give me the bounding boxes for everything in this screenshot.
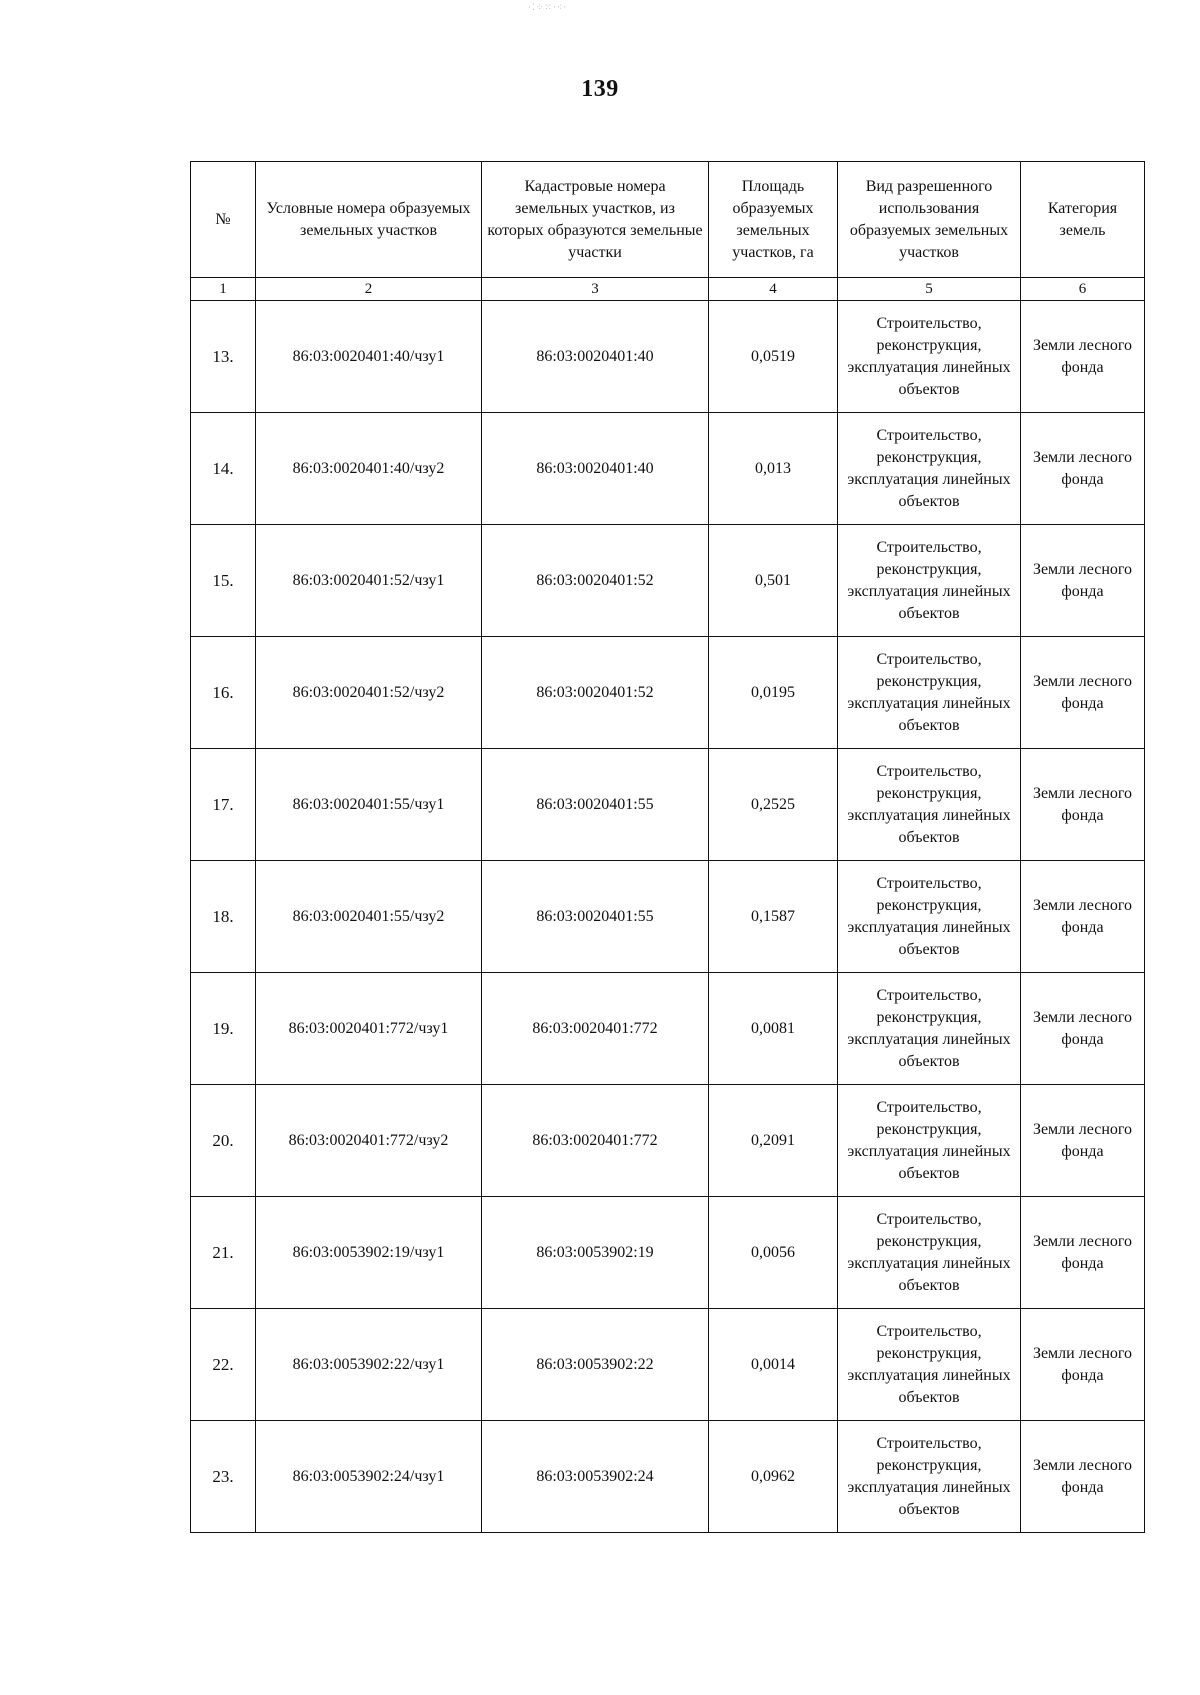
land-plots-table bbox=[190, 161, 1145, 1533]
cell-area: 0,013 bbox=[709, 413, 838, 525]
cell-number: 17. bbox=[191, 749, 256, 861]
column-number: 3 bbox=[482, 278, 709, 301]
cell-land-category: Земли лесного фонда bbox=[1021, 525, 1145, 637]
cell-number: 14. bbox=[191, 413, 256, 525]
cell-number: 21. bbox=[191, 1197, 256, 1309]
cell-area: 0,0014 bbox=[709, 1309, 838, 1421]
cell-land-category: Земли лесного фонда bbox=[1021, 301, 1145, 413]
cell-number: 18. bbox=[191, 861, 256, 973]
page-number: 139 bbox=[581, 76, 619, 102]
cell-permitted-use: Строительство, реконструкция, эксплуатация линейных объектов bbox=[838, 861, 1021, 973]
scan-artifact: ·⁚⁘⁙·⁖· bbox=[528, 2, 568, 12]
cell-cadastral-number: 86:03:0020401:55 bbox=[482, 749, 709, 861]
cell-area: 0,501 bbox=[709, 525, 838, 637]
table-header-row bbox=[191, 162, 1145, 278]
cell-land-category: Земли лесного фонда bbox=[1021, 637, 1145, 749]
cell-area: 0,0962 bbox=[709, 1421, 838, 1533]
cell-land-category: Земли лесного фонда bbox=[1021, 1421, 1145, 1533]
cell-number: 23. bbox=[191, 1421, 256, 1533]
cell-conditional-number: 86:03:0020401:772/чзу1 bbox=[256, 973, 482, 1085]
cell-land-category: Земли лесного фонда bbox=[1021, 749, 1145, 861]
cell-land-category: Земли лесного фонда bbox=[1021, 413, 1145, 525]
cell-land-category: Земли лесного фонда bbox=[1021, 1309, 1145, 1421]
cell-area: 0,1587 bbox=[709, 861, 838, 973]
cell-conditional-number: 86:03:0053902:19/чзу1 bbox=[256, 1197, 482, 1309]
cell-permitted-use: Строительство, реконструкция, эксплуатация линейных объектов bbox=[838, 1197, 1021, 1309]
header-conditional-numbers: Условные номера образуемых земельных участков bbox=[256, 162, 482, 278]
cell-area: 0,2091 bbox=[709, 1085, 838, 1197]
table-row bbox=[191, 861, 1145, 973]
cell-permitted-use: Строительство, реконструкция, эксплуатация линейных объектов bbox=[838, 301, 1021, 413]
cell-permitted-use: Строительство, реконструкция, эксплуатация линейных объектов bbox=[838, 749, 1021, 861]
cell-cadastral-number: 86:03:0020401:40 bbox=[482, 301, 709, 413]
table-row bbox=[191, 1085, 1145, 1197]
cell-conditional-number: 86:03:0053902:22/чзу1 bbox=[256, 1309, 482, 1421]
cell-number: 16. bbox=[191, 637, 256, 749]
header-number: № bbox=[191, 162, 256, 278]
cell-cadastral-number: 86:03:0020401:772 bbox=[482, 1085, 709, 1197]
cell-conditional-number: 86:03:0020401:772/чзу2 bbox=[256, 1085, 482, 1197]
table-row bbox=[191, 1197, 1145, 1309]
table-row bbox=[191, 1309, 1145, 1421]
cell-permitted-use: Строительство, реконструкция, эксплуатация линейных объектов bbox=[838, 413, 1021, 525]
cell-cadastral-number: 86:03:0053902:19 bbox=[482, 1197, 709, 1309]
table-row bbox=[191, 413, 1145, 525]
cell-permitted-use: Строительство, реконструкция, эксплуатация линейных объектов bbox=[838, 637, 1021, 749]
table-row bbox=[191, 637, 1145, 749]
cell-conditional-number: 86:03:0020401:40/чзу2 bbox=[256, 413, 482, 525]
table-row bbox=[191, 525, 1145, 637]
cell-number: 13. bbox=[191, 301, 256, 413]
cell-conditional-number: 86:03:0020401:55/чзу2 bbox=[256, 861, 482, 973]
cell-area: 0,0519 bbox=[709, 301, 838, 413]
cell-permitted-use: Строительство, реконструкция, эксплуатация линейных объектов bbox=[838, 973, 1021, 1085]
table-row bbox=[191, 1421, 1145, 1533]
cell-number: 15. bbox=[191, 525, 256, 637]
cell-permitted-use: Строительство, реконструкция, эксплуатация линейных объектов bbox=[838, 1421, 1021, 1533]
column-number: 1 bbox=[191, 278, 256, 301]
cell-cadastral-number: 86:03:0020401:772 bbox=[482, 973, 709, 1085]
cell-area: 0,0081 bbox=[709, 973, 838, 1085]
cell-land-category: Земли лесного фонда bbox=[1021, 1085, 1145, 1197]
cell-permitted-use: Строительство, реконструкция, эксплуатация линейных объектов bbox=[838, 1085, 1021, 1197]
cell-cadastral-number: 86:03:0020401:52 bbox=[482, 525, 709, 637]
cell-area: 0,0056 bbox=[709, 1197, 838, 1309]
cell-cadastral-number: 86:03:0020401:55 bbox=[482, 861, 709, 973]
column-number: 2 bbox=[256, 278, 482, 301]
header-cadastral-numbers: Кадастровые номера земельных участков, из которых образуются земельные участки bbox=[482, 162, 709, 278]
cell-number: 22. bbox=[191, 1309, 256, 1421]
table-row bbox=[191, 973, 1145, 1085]
cell-conditional-number: 86:03:0020401:52/чзу2 bbox=[256, 637, 482, 749]
header-permitted-use: Вид разрешенного использования образуемых земельных участков bbox=[838, 162, 1021, 278]
column-number: 4 bbox=[709, 278, 838, 301]
table-row bbox=[191, 749, 1145, 861]
cell-area: 0,0195 bbox=[709, 637, 838, 749]
cell-area: 0,2525 bbox=[709, 749, 838, 861]
cell-number: 19. bbox=[191, 973, 256, 1085]
table-row bbox=[191, 301, 1145, 413]
table-column-numbers-row bbox=[191, 278, 1145, 301]
column-number: 5 bbox=[838, 278, 1021, 301]
cell-land-category: Земли лесного фонда bbox=[1021, 861, 1145, 973]
header-land-category: Категория земель bbox=[1021, 162, 1145, 278]
cell-number: 20. bbox=[191, 1085, 256, 1197]
cell-conditional-number: 86:03:0053902:24/чзу1 bbox=[256, 1421, 482, 1533]
cell-permitted-use: Строительство, реконструкция, эксплуатация линейных объектов bbox=[838, 525, 1021, 637]
cell-cadastral-number: 86:03:0020401:40 bbox=[482, 413, 709, 525]
header-area: Площадь образуемых земельных участков, га bbox=[709, 162, 838, 278]
cell-land-category: Земли лесного фонда bbox=[1021, 1197, 1145, 1309]
cell-cadastral-number: 86:03:0020401:52 bbox=[482, 637, 709, 749]
cell-cadastral-number: 86:03:0053902:24 bbox=[482, 1421, 709, 1533]
cell-land-category: Земли лесного фонда bbox=[1021, 973, 1145, 1085]
cell-permitted-use: Строительство, реконструкция, эксплуатация линейных объектов bbox=[838, 1309, 1021, 1421]
cell-conditional-number: 86:03:0020401:40/чзу1 bbox=[256, 301, 482, 413]
cell-conditional-number: 86:03:0020401:55/чзу1 bbox=[256, 749, 482, 861]
column-number: 6 bbox=[1021, 278, 1145, 301]
cell-cadastral-number: 86:03:0053902:22 bbox=[482, 1309, 709, 1421]
cell-conditional-number: 86:03:0020401:52/чзу1 bbox=[256, 525, 482, 637]
